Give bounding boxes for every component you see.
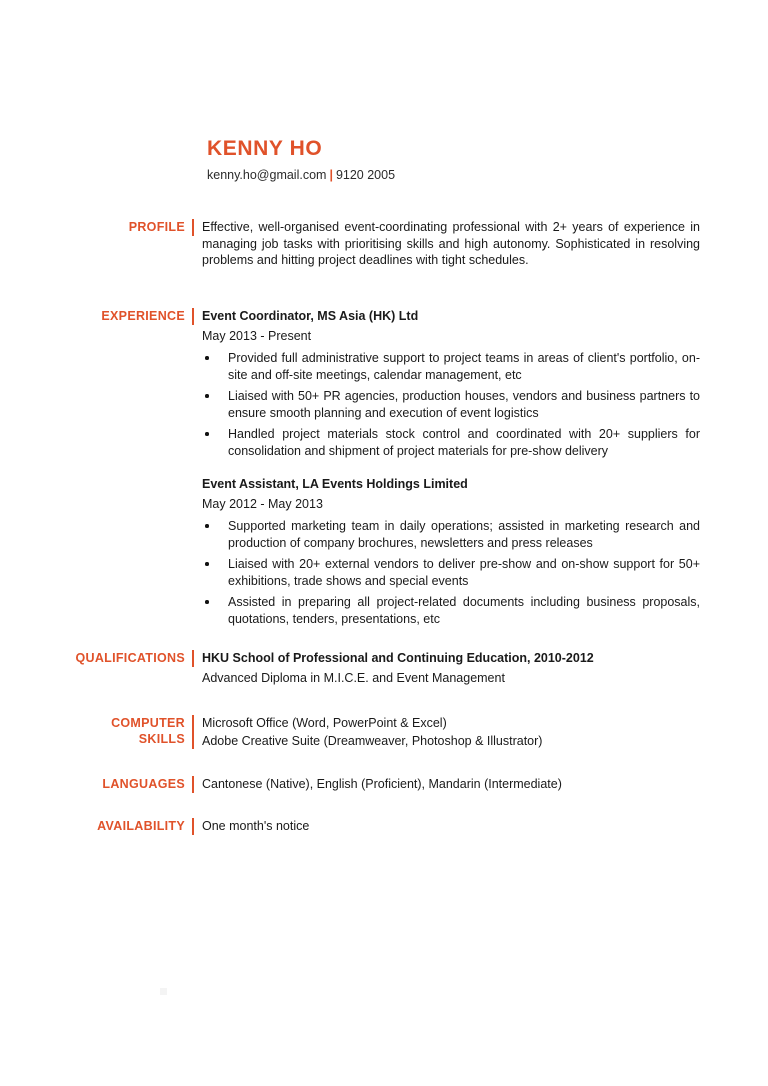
section-label-languages: LANGUAGES — [102, 777, 185, 791]
profile-text: Effective, well-organised event-coordinating professional with 2+ years of experience in managing job tasks with prioritising skills and high autonomy. Sophisticated in resolving problems and hitting project deadlines with tight schedules. — [202, 220, 700, 267]
section-label-experience: EXPERIENCE — [101, 309, 185, 323]
scan-artifact — [160, 988, 167, 995]
job-responsibilities — [202, 350, 700, 459]
phone-text: 9120 2005 — [335, 168, 396, 182]
section-languages — [60, 776, 700, 793]
list-item: Liaised with 20+ external vendors to deliver pre-show and on-show support for 50+ exhibitions, trade shows and special events — [202, 556, 700, 589]
list-item: Liaised with 50+ PR agencies, production houses, vendors and business partners to ensure smooth planning and execution of event logistics — [202, 388, 700, 421]
section-experience — [60, 308, 700, 627]
computer-skills-content — [194, 715, 700, 749]
resume-header — [207, 136, 671, 183]
job-title: Event Coordinator, MS Asia (HK) Ltd — [202, 309, 419, 323]
section-qualifications — [60, 650, 700, 687]
page-title: KENNY HO — [207, 137, 323, 160]
list-item: Assisted in preparing all project-related documents including business proposals, quotations, tenders, presentations, etc — [202, 594, 700, 627]
languages-text: Cantonese (Native), English (Proficient), Mandarin (Intermediate) — [202, 777, 562, 791]
section-computer-skills — [60, 715, 700, 749]
job-dates: May 2012 - May 2013 — [202, 497, 323, 511]
job-title: Event Assistant, LA Events Holdings Limited — [202, 477, 468, 491]
section-label-line-2: SKILLS — [138, 732, 185, 746]
section-label-computer-skills — [60, 715, 192, 747]
degree-name: Advanced Diploma in M.I.C.E. and Event Management — [202, 671, 505, 685]
job-dates: May 2013 - Present — [202, 329, 312, 343]
availability-text: One month's notice — [202, 819, 310, 833]
contact-line — [207, 167, 671, 183]
section-profile — [60, 219, 700, 269]
list-item: Supported marketing team in daily operations; assisted in marketing research and production of company brochures, newsletters and press releases — [202, 518, 700, 551]
skill-item: Microsoft Office (Word, PowerPoint & Excel) — [202, 716, 447, 730]
list-item: Provided full administrative support to project teams in areas of client's portfolio, on-site and off-site meetings, calendar management, etc — [202, 350, 700, 383]
experience-content — [194, 308, 700, 627]
section-label-qualifications: QUALIFICATIONS — [75, 651, 185, 665]
section-label-line-1: COMPUTER — [111, 716, 185, 730]
section-label-availability: AVAILABILITY — [97, 819, 185, 833]
job-entry — [202, 476, 700, 627]
job-entry — [202, 308, 700, 459]
job-responsibilities — [202, 518, 700, 627]
section-label-profile: PROFILE — [128, 220, 185, 234]
email-text: kenny.ho@gmail.com — [207, 168, 327, 182]
contact-separator: | — [329, 168, 333, 182]
qualifications-content — [194, 650, 700, 687]
list-item: Handled project materials stock control and coordinated with 20+ suppliers for consolidation and shipment of project materials for pre-show delivery — [202, 426, 700, 459]
skill-item: Adobe Creative Suite (Dreamweaver, Photoshop & Illustrator) — [202, 733, 543, 748]
institution-name: HKU School of Professional and Continuing Education, 2010-2012 — [202, 651, 594, 665]
section-availability — [60, 818, 700, 835]
